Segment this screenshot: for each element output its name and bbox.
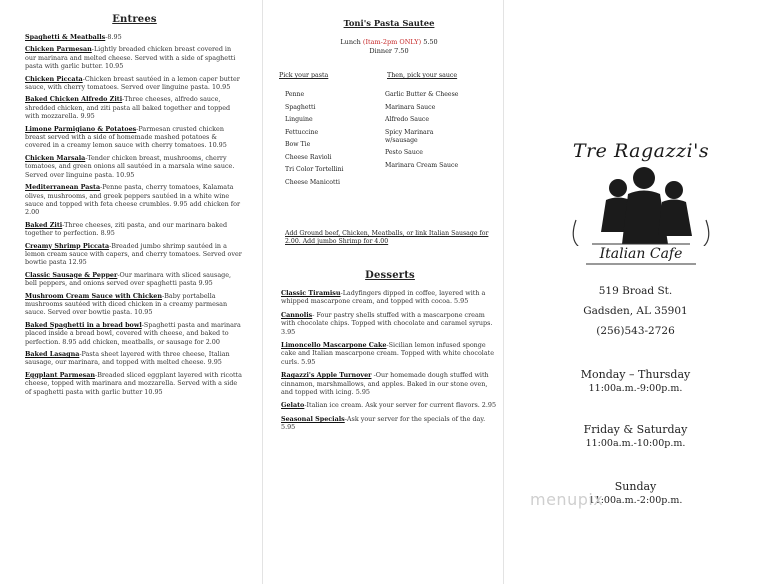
entree-item bbox=[25, 371, 244, 396]
hours-days-1: Monday – Thursday bbox=[580, 368, 691, 381]
entree-item bbox=[25, 33, 244, 41]
pasta-option: Cheese Manicotti bbox=[285, 178, 340, 186]
entree-item-description: -Breaded jumbo shrimp sautéed in a lemon cream sauce with capers, and cherry tomatoes. Served over bowtie pasta 12.95 bbox=[25, 241, 242, 267]
entree-item bbox=[25, 350, 244, 367]
entree-item bbox=[25, 125, 244, 150]
entree-item bbox=[25, 321, 244, 346]
entree-item-description: -Pasta sheet layered with three cheese, Italian sausage, our marinara, and topped with melted cheese. 9.95 bbox=[25, 350, 230, 367]
dinner-price: Dinner 7.50 bbox=[369, 47, 409, 55]
logo-name-top: Tre Ragazzi's bbox=[572, 140, 710, 162]
desserts-title: Desserts bbox=[365, 270, 415, 281]
pasta-list bbox=[285, 91, 365, 191]
dessert-item-description: -Our homemade dough stuffed with cinnamon, marshmallows, and apples. Baked in our stone oven, and topped with icing. 5.95 bbox=[281, 371, 489, 397]
entree-item-name: Baked Ziti bbox=[25, 220, 63, 229]
entree-item bbox=[25, 221, 244, 238]
restaurant-logo bbox=[546, 140, 736, 270]
pasta-column-heading: Pick your pasta bbox=[279, 72, 329, 79]
entree-item bbox=[25, 75, 244, 92]
watermark: menupix bbox=[530, 490, 604, 509]
entree-item-name: Mushroom Cream Sauce with Chicken bbox=[25, 291, 163, 300]
entree-item bbox=[25, 292, 244, 317]
entree-item-name: Baked Chicken Alfredo Ziti bbox=[25, 95, 123, 104]
entree-item bbox=[25, 45, 244, 70]
entree-item bbox=[25, 154, 244, 179]
dessert-item-name: Cannolis bbox=[281, 310, 313, 319]
dessert-item bbox=[281, 371, 499, 396]
sauce-list bbox=[385, 91, 465, 174]
address-line-2: Gadsden, AL 35901 bbox=[583, 305, 688, 317]
sauce-option: Pesto Sauce bbox=[385, 149, 423, 156]
dessert-item-description: -Ask your server for the specials of the day. 5.95 bbox=[281, 414, 486, 432]
dessert-item-description: -Ladyfingers dipped in coffee, layered with a whipped mascarpone cream, and topped with cocoa. 5.95 bbox=[281, 289, 486, 306]
dessert-item bbox=[281, 341, 499, 366]
hours-time-2: 11:00a.m.-10:00p.m. bbox=[585, 438, 686, 449]
dessert-item bbox=[281, 311, 499, 336]
address-line-1: 519 Broad St. bbox=[598, 285, 673, 297]
sauce-option: Alfredo Sauce bbox=[385, 116, 430, 123]
entree-item bbox=[25, 183, 244, 217]
entree-item bbox=[25, 242, 244, 267]
dessert-list bbox=[281, 289, 499, 432]
hours-days-3: Sunday bbox=[614, 480, 657, 493]
add-ons-note: Add Ground beef, Chicken, Meatballs, or link Italian Sausage for 2.00. Add jumbo Shrimp for 4.00 bbox=[285, 230, 489, 245]
pasta-option: Fettuccine bbox=[285, 128, 319, 136]
logo-name-bottom: Italian Cafe bbox=[546, 246, 736, 262]
entree-item-description: -Chicken breast sautéed in a lemon caper butter sauce, with cherry tomatoes. Served over linguine pasta. 10.95 bbox=[25, 74, 240, 92]
entree-list bbox=[25, 33, 244, 396]
entree-item-name: Eggplant Parmesan bbox=[25, 370, 96, 379]
entree-item-description: -8.95 bbox=[105, 33, 122, 41]
dessert-item-description: - Four pastry shells stuffed with a mascarpone cream with chocolate chips. Topped with chocolate and caramel syrups. 3.95 bbox=[281, 310, 493, 336]
pasta-option: Linguine bbox=[285, 116, 313, 123]
info-panel bbox=[508, 0, 763, 584]
lunch-label: Lunch bbox=[340, 38, 363, 46]
entree-item-name: Limone Parmigiano & Potatoes bbox=[25, 124, 137, 133]
lunch-price bbox=[281, 38, 497, 47]
entree-item-name: Baked Spaghetti in a bread bowl bbox=[25, 320, 142, 329]
entree-item-description: -Baby portabella mushrooms sautéed with diced chicken in a creamy parmesan sauce. Served over bowtie pasta. 10.95 bbox=[25, 291, 228, 317]
entree-item-description: -Lightly breaded chicken breast covered in our marinara and melted cheese. Served with a side of spaghetti pasta with garlic butter. 10.95 bbox=[25, 45, 236, 71]
lunch-amount: 5.50 bbox=[421, 38, 438, 46]
pasta-option: Penne bbox=[285, 91, 305, 98]
entree-item-name: Chicken Piccata bbox=[25, 74, 83, 83]
entree-item-name: Classic Sausage & Pepper bbox=[25, 270, 118, 279]
entrees-title: Entrees bbox=[112, 14, 157, 25]
dessert-item-name: Classic Tiramisu bbox=[281, 289, 341, 297]
dessert-item-name: Limoncello Mascarpone Cake bbox=[281, 341, 387, 350]
entree-item-name: Chicken Parmesan bbox=[25, 45, 92, 54]
entree-item-name: Chicken Marsala bbox=[25, 153, 86, 162]
pasta-option: Bow Tie bbox=[285, 141, 311, 148]
dessert-item-name: Gelato bbox=[281, 401, 305, 410]
pasta-option: Tri Color Tortellini bbox=[285, 166, 344, 173]
sauce-option: Spicy Marinara w/sausage bbox=[385, 128, 434, 144]
dessert-item bbox=[281, 289, 499, 306]
entree-item-description: -Three cheeses, alfredo sauce, shredded chicken, and ziti pasta all baked together and topped with mozzarella. 9.95 bbox=[25, 95, 231, 121]
pasta-saute-title: Toni's Pasta Sautee bbox=[343, 18, 435, 28]
entrees-panel bbox=[0, 0, 252, 584]
desserts-section bbox=[281, 270, 499, 437]
dessert-item-description: -Sicilian lemon infused sponge cake and Italian mascarpone cream. Topped with white chocolate curls. 5.95 bbox=[281, 341, 494, 366]
entree-item-name: Baked Lasagna bbox=[25, 350, 80, 358]
dessert-item-name: Ragazzi's Apple Turnover bbox=[281, 371, 372, 380]
hours-time-3: 11:00a.m.-2:00p.m. bbox=[588, 495, 683, 506]
entree-item-name: Creamy Shrimp Piccata bbox=[25, 241, 110, 250]
pasta-option: Spaghetti bbox=[285, 103, 316, 111]
entree-item-name: Mediterranean Pasta bbox=[25, 183, 101, 192]
entree-item-description: -Breaded sliced eggplant layered with ricotta cheese, topped with marinara and mozzarella. Served with a side of spaghetti pasta with garlic butter 10.95 bbox=[25, 370, 242, 396]
sauce-option: Marinara Cream Sauce bbox=[385, 161, 459, 169]
dessert-item-name: Seasonal Specials bbox=[281, 414, 345, 423]
sauce-option: Marinara Sauce bbox=[385, 103, 436, 111]
phone-number: (256)543-2726 bbox=[596, 325, 675, 337]
entree-item-description: -Tender chicken breast, mushrooms, cherry tomatoes, and green onions all sautéed in a marsala wine sauce. Served over linguine pasta. 10.95 bbox=[25, 153, 235, 179]
entree-item-name: Spaghetti & Meatballs bbox=[25, 33, 106, 41]
entree-item-description: -Spaghetti pasta and marinara placed inside a bread bowl, covered with cheese, and baked to perfection. 8.95 add chicken, meatballs, or sausage for 2.00 bbox=[25, 320, 241, 346]
entree-item-description: -Penne pasta, cherry tomatoes, Kalamata olives, mushrooms, and greek peppers sautéed in a white wine sauce and topped with feta cheese crumbles. 9.95 add chicken for 2.00 bbox=[25, 183, 241, 217]
entree-item bbox=[25, 95, 244, 120]
dessert-item-description: -Italian ice cream. Ask your server for current flavors. 2.95 bbox=[304, 401, 497, 410]
entree-item-description: -Parmesan crusted chicken breast served with a side of homemade mashed potatoes & covered in a creamy lemon sauce with cherry tomatoes. 10.95 bbox=[25, 124, 227, 150]
hours-days-2: Friday & Saturday bbox=[583, 423, 688, 436]
dessert-item bbox=[281, 415, 499, 432]
dessert-item bbox=[281, 401, 499, 409]
lunch-note: (Itam-2pm ONLY) bbox=[362, 38, 422, 46]
sauce-option: Garlic Butter & Cheese bbox=[385, 91, 459, 98]
middle-panel bbox=[262, 0, 504, 584]
entree-item bbox=[25, 271, 244, 288]
sauce-column-heading: Then, pick your sauce bbox=[387, 72, 458, 79]
hours-time-1: 11:00a.m.-9:00p.m. bbox=[588, 383, 683, 394]
entree-item-description: -Our marinara with sliced sausage, bell peppers, and onions served over spaghetti pasta 9.95 bbox=[25, 270, 232, 288]
entree-item-description: -Three cheeses, ziti pasta, and our marinara baked together to perfection. 8.95 bbox=[25, 220, 228, 238]
pasta-option: Cheese Ravioli bbox=[285, 153, 332, 161]
